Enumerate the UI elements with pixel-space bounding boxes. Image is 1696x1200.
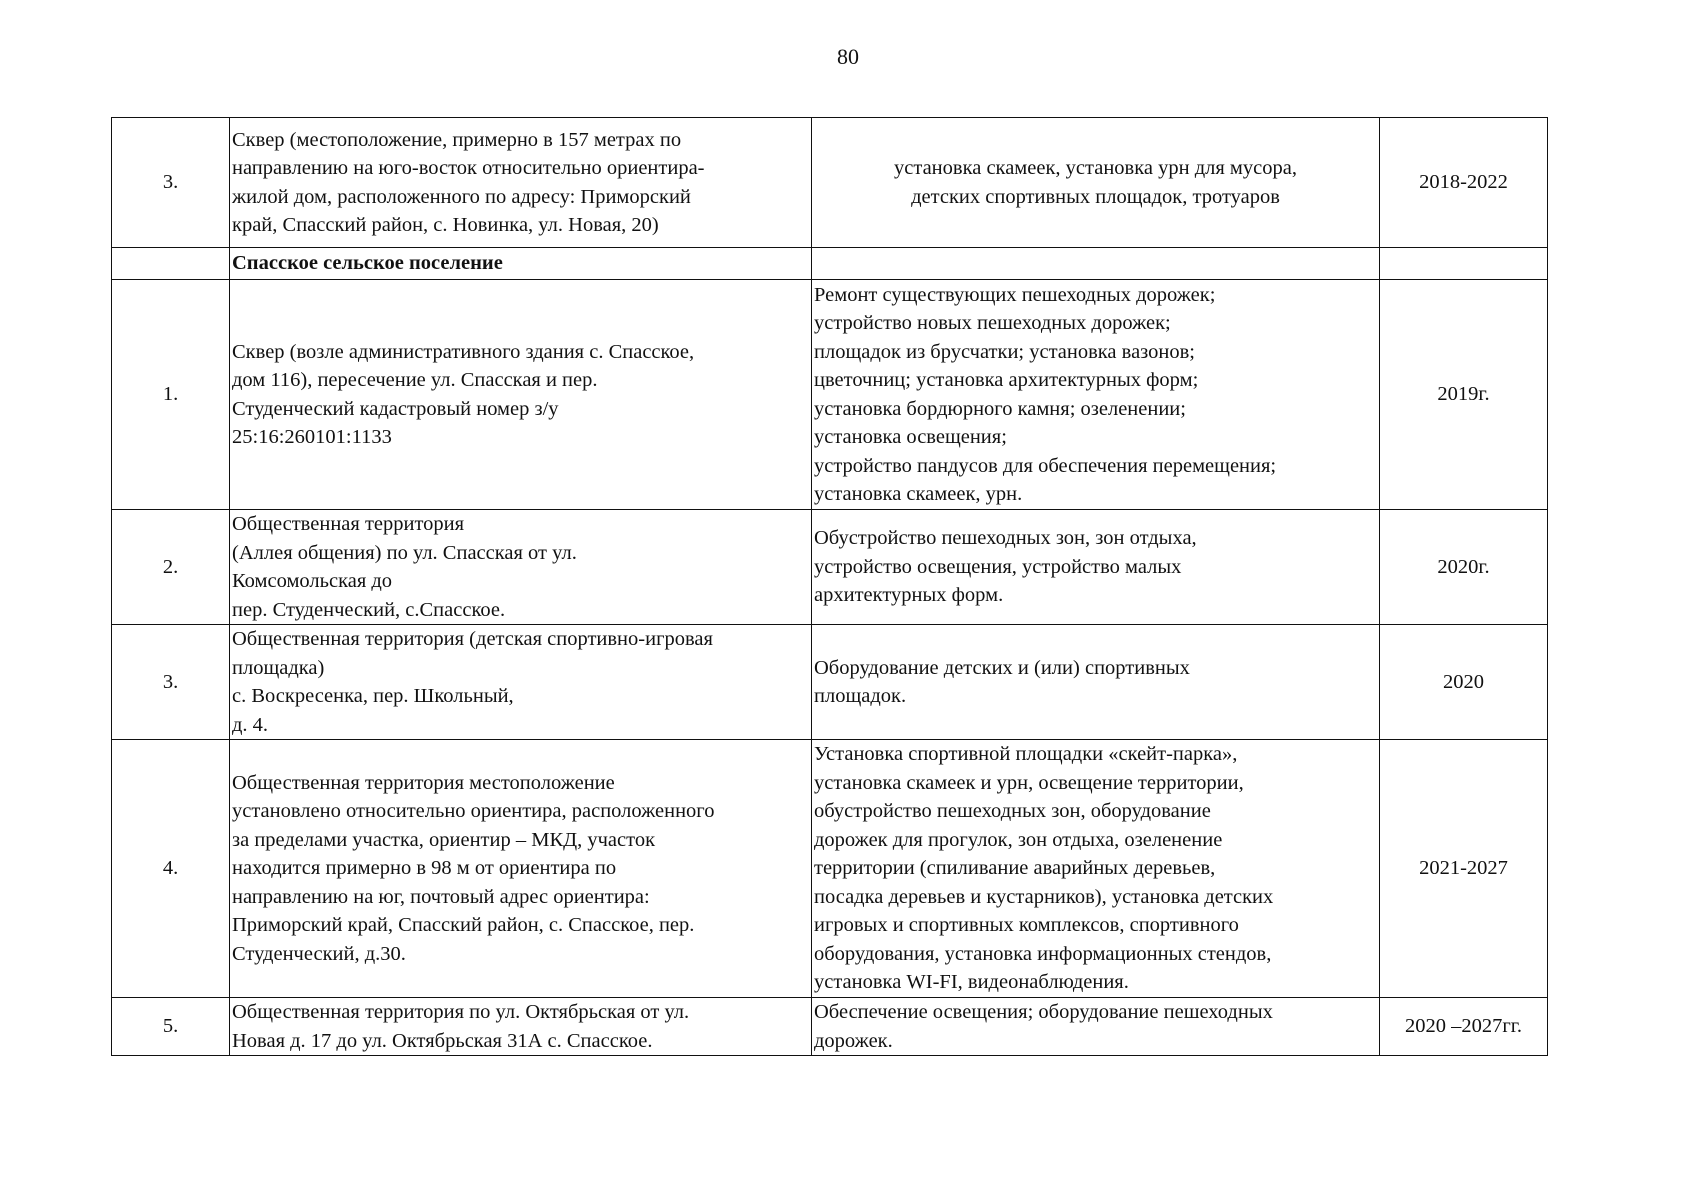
works-line: устройство пандусов для обеспечения перемещения; [814, 454, 1277, 477]
table-row [112, 280, 1548, 510]
improvement-table [111, 117, 1548, 1056]
territory-name-line: направлению на юго-восток относительно ориентира- [232, 157, 705, 179]
table-body [112, 118, 1548, 1056]
territory-name-line: с. Воскресенка, пер. Школьный, [232, 685, 514, 707]
territory-name-line: жилой дом, расположенного по адресу: Приморский [232, 185, 691, 208]
works-line: дорожек. [814, 1029, 893, 1052]
cell-territory-name [230, 280, 812, 510]
cell-territory-name [230, 510, 812, 625]
cell-territory-name [230, 740, 812, 998]
cell-year [1380, 248, 1548, 280]
cell-year: 2021-2027 [1380, 740, 1548, 998]
territory-name-line: Студенческий, д.30. [232, 942, 406, 965]
cell-year: 2019г. [1380, 280, 1548, 510]
cell-year: 2020г. [1380, 510, 1548, 625]
cell-works [812, 740, 1380, 998]
cell-year: 2018-2022 [1380, 118, 1548, 248]
territory-name-line: д. 4. [232, 713, 269, 736]
works-line: Оборудование детских и (или) спортивных [814, 656, 1190, 679]
cell-year: 2020 [1380, 625, 1548, 740]
territory-name-line: Общественная территория (детская спортивно-игровая [232, 628, 713, 650]
territory-name-line: Общественная территория местоположение [232, 771, 615, 794]
cell-number: 3. [112, 118, 230, 248]
works-line: архитектурных форм. [814, 584, 1004, 607]
section-row [112, 248, 1548, 280]
works-line: дорожек для прогулок, зон отдыха, озеленение [814, 828, 1223, 851]
cell-works [812, 248, 1380, 280]
works-line: посадка деревьев и кустарников), установка детских [814, 885, 1274, 908]
works-line: территории (спиливание аварийных деревьев, [814, 857, 1216, 880]
works-line: Обустройство пешеходных зон, зон отдыха, [814, 527, 1197, 550]
works-line: установка бордюрного камня; озеленении; [814, 397, 1186, 420]
cell-year: 2020 –2027гг. [1380, 998, 1548, 1056]
works-line: установка скамеек, установка урн для мусора, [894, 157, 1297, 179]
territory-name-line: Общественная территория по ул. Октябрьская от ул. [232, 1001, 690, 1023]
works-line: установка WI-FI, видеонаблюдения. [814, 971, 1129, 994]
works-line: установка скамеек и урн, освещение территории, [814, 771, 1244, 794]
works-line: Ремонт существующих пешеходных дорожек; [814, 283, 1216, 306]
cell-works [812, 625, 1380, 740]
territory-name-line: установлено относительно ориентира, расположенного [232, 800, 715, 823]
cell-works [812, 280, 1380, 510]
works-line: установка освещения; [814, 426, 1007, 448]
table-row [112, 998, 1548, 1056]
works-line: детских спортивных площадок, тротуаров [911, 185, 1280, 208]
page-number: 80 [837, 44, 859, 69]
cell-territory-name [230, 625, 812, 740]
territory-name-line: Приморский край, Спасский район, с. Спасское, пер. [232, 914, 695, 937]
cell-works [812, 998, 1380, 1056]
works-line: площадок. [814, 685, 907, 707]
territory-name-line: 25:16:260101:1133 [232, 426, 392, 448]
cell-territory-name [230, 998, 812, 1056]
works-line: обустройство пешеходных зон, оборудование [814, 800, 1211, 823]
territory-name-line: направлению на юг, почтовый адрес ориентира: [232, 885, 650, 908]
territory-name-line: Сквер (местоположение, примерно в 157 метрах по [232, 128, 682, 151]
works-line: цветочниц; установка архитектурных форм; [814, 369, 1199, 391]
territory-name-line: пер. Студенческий, с.Спасское. [232, 598, 506, 621]
table-row [112, 510, 1548, 625]
territory-name-line: край, Спасский район, с. Новинка, ул. Новая, 20) [232, 214, 659, 236]
territory-name-line: Комсомольская до [232, 570, 393, 592]
territory-name-line: дом 116), пересечение ул. Спасская и пер. [232, 369, 598, 391]
works-line: установка скамеек, урн. [814, 483, 1023, 505]
works-line: оборудования, установка информационных стендов, [814, 942, 1272, 965]
cell-works [812, 510, 1380, 625]
table-row [112, 625, 1548, 740]
section-title: Спасское сельское поселение [232, 252, 503, 275]
works-line: Установка спортивной площадки «скейт-парка», [814, 743, 1238, 766]
territory-name-line: за пределами участка, ориентир – МКД, участок [232, 828, 656, 851]
territory-name-line: Студенческий кадастровый номер з/у [232, 397, 559, 420]
cell-number: 1. [112, 280, 230, 510]
cell-territory-name [230, 118, 812, 248]
cell-number: 4. [112, 740, 230, 998]
territory-name-line: площадка) [232, 656, 325, 679]
works-line: Обеспечение освещения; оборудование пешеходных [814, 1001, 1273, 1023]
cell-works [812, 118, 1380, 248]
works-line: площадок из брусчатки; установка вазонов; [814, 340, 1195, 363]
cell-number: 2. [112, 510, 230, 625]
territory-name-line: Сквер (возле административного здания с. Спасское, [232, 340, 695, 363]
works-line: устройство новых пешеходных дорожек; [814, 312, 1171, 334]
territory-name-line: Новая д. 17 до ул. Октябрьская 31А с. Спасское. [232, 1029, 653, 1052]
works-line: игровых и спортивных комплексов, спортивного [814, 914, 1239, 937]
table-row [112, 740, 1548, 998]
territory-name-line: Общественная территория [232, 513, 465, 535]
cell-number: 3. [112, 625, 230, 740]
cell-number [112, 248, 230, 280]
cell-number: 5. [112, 998, 230, 1056]
table-row [112, 118, 1548, 248]
works-line: устройство освещения, устройство малых [814, 555, 1182, 578]
cell-section-title [230, 248, 812, 280]
territory-name-line: находится примерно в 98 м от ориентира по [232, 857, 617, 880]
territory-name-line: (Аллея общения) по ул. Спасская от ул. [232, 541, 577, 564]
